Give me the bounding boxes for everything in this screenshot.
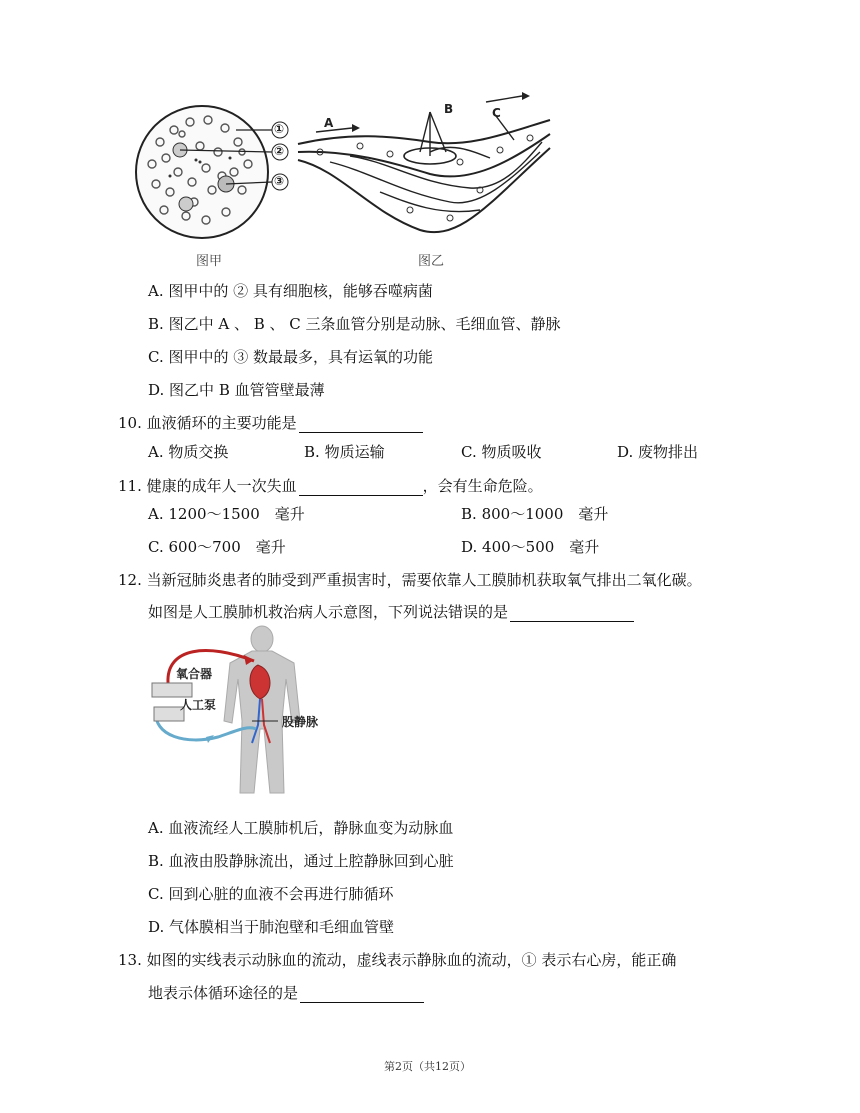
option-letter: A. — [148, 282, 164, 300]
option-text: 废物排出 — [638, 443, 699, 461]
q12-option-a — [148, 818, 453, 838]
q11-stem — [118, 476, 543, 496]
q10-stem — [118, 413, 423, 433]
q11-option-d — [461, 537, 599, 557]
option-text: 物质交换 — [168, 443, 229, 461]
question-text: 血液循环的主要功能是 — [146, 414, 297, 432]
option-text: 气体膜相当于肺泡壁和毛细血管壁 — [169, 918, 395, 936]
option-letter: B. — [148, 315, 164, 333]
option-text: 物质运输 — [324, 443, 385, 461]
q9-option-b — [148, 314, 561, 334]
option-letter: A. — [148, 443, 164, 461]
question-text: 当新冠肺炎患者的肺受到严重损害时，需要依靠人工膜肺机获取氧气排出二氧化碳。 — [146, 571, 702, 589]
q10-option-c — [461, 442, 542, 462]
option-letter: D. — [461, 538, 478, 556]
option-letter: A. — [148, 505, 164, 523]
option-text: 400～500 毫升 — [482, 538, 600, 556]
label-femoral-vein: 股静脉 — [282, 715, 319, 729]
q11-option-b — [461, 504, 608, 524]
q9-option-c — [148, 347, 433, 367]
option-text: 图乙中 A 、 B 、 C 三条血管分别是动脉、毛细血管、静脉 — [168, 315, 561, 333]
vessel-label-a: A — [324, 116, 334, 130]
q11-option-c — [148, 537, 286, 557]
q11-option-a — [148, 504, 305, 524]
q12-option-c — [148, 884, 394, 904]
label-oxygenator: 氧合器 — [176, 667, 213, 681]
question-text: 地表示体循环途径的是 — [148, 984, 299, 1002]
question-number: 10. — [118, 414, 142, 432]
answer-blank[interactable] — [299, 479, 423, 496]
option-letter: C. — [461, 443, 477, 461]
question-text-after: ，会有生命危险。 — [422, 477, 543, 495]
q10-option-a — [148, 442, 228, 462]
q10-option-b — [304, 442, 385, 462]
page-footer: 第2页（共12页） — [384, 1060, 471, 1073]
q13-stem-line1 — [118, 950, 676, 970]
question-number: 13. — [118, 951, 142, 969]
label-pump: 人工泵 — [180, 698, 217, 712]
question-number: 12. — [118, 571, 142, 589]
option-letter: B. — [461, 505, 477, 523]
option-letter: C. — [148, 348, 164, 366]
q10-option-d — [617, 442, 698, 462]
question-number: 11. — [118, 477, 142, 495]
marker-2: ② — [274, 144, 285, 158]
q12-stem-line1 — [118, 570, 702, 590]
option-text: 600～700 毫升 — [168, 538, 286, 556]
option-text: 1200～1500 毫升 — [168, 505, 305, 523]
question-text: 如图是人工膜肺机救治病人示意图，下列说法错误的是 — [148, 603, 509, 621]
vessel-network-diagram — [298, 92, 550, 232]
q9-option-d — [148, 380, 325, 400]
option-letter: B. — [148, 852, 164, 870]
option-text: 血液流经人工膜肺机后，静脉血变为动脉血 — [168, 819, 454, 837]
answer-blank[interactable] — [300, 986, 424, 1003]
option-letter: C. — [148, 885, 164, 903]
caption-jia: 图甲 — [196, 254, 223, 269]
q12-option-b — [148, 851, 454, 871]
figure-blood-vessels — [130, 92, 570, 272]
vessel-label-b: B — [444, 102, 454, 116]
q12-option-d — [148, 917, 394, 937]
vessel-label-c: C — [492, 106, 501, 120]
q12-stem-line2 — [148, 602, 634, 622]
option-letter: C. — [148, 538, 164, 556]
answer-blank[interactable] — [510, 605, 634, 622]
option-text: 回到心脏的血液不会再进行肺循环 — [168, 885, 394, 903]
option-text: 物质吸收 — [481, 443, 542, 461]
q9-option-a — [148, 281, 433, 301]
option-text: 图甲中的 ③ 数最最多，具有运氧的功能 — [168, 348, 434, 366]
option-letter: B. — [304, 443, 320, 461]
blood-smear-diagram — [136, 106, 288, 238]
option-text: 800～1000 毫升 — [481, 505, 609, 523]
marker-3: ③ — [274, 174, 285, 188]
question-text: 如图的实线表示动脉血的流动，虚线表示静脉血的流动，① 表示右心房，能正确 — [146, 951, 677, 969]
marker-1: ① — [274, 122, 285, 136]
option-letter: A. — [148, 819, 164, 837]
question-text: 健康的成年人一次失血 — [146, 477, 297, 495]
ecmo-diagram — [148, 625, 318, 795]
q13-stem-line2 — [148, 983, 424, 1003]
option-text: 血液由股静脉流出，通过上腔静脉回到心脏 — [168, 852, 454, 870]
caption-yi: 图乙 — [418, 254, 445, 269]
option-letter: D. — [148, 918, 165, 936]
answer-blank[interactable] — [299, 416, 423, 433]
option-text: 图甲中的 ② 具有细胞核，能够吞噬病菌 — [168, 282, 433, 300]
option-letter: D. — [617, 443, 634, 461]
option-letter: D. — [148, 381, 165, 399]
option-text: 图乙中 B 血管管壁最薄 — [169, 381, 325, 399]
oxygenator-box — [152, 683, 192, 697]
